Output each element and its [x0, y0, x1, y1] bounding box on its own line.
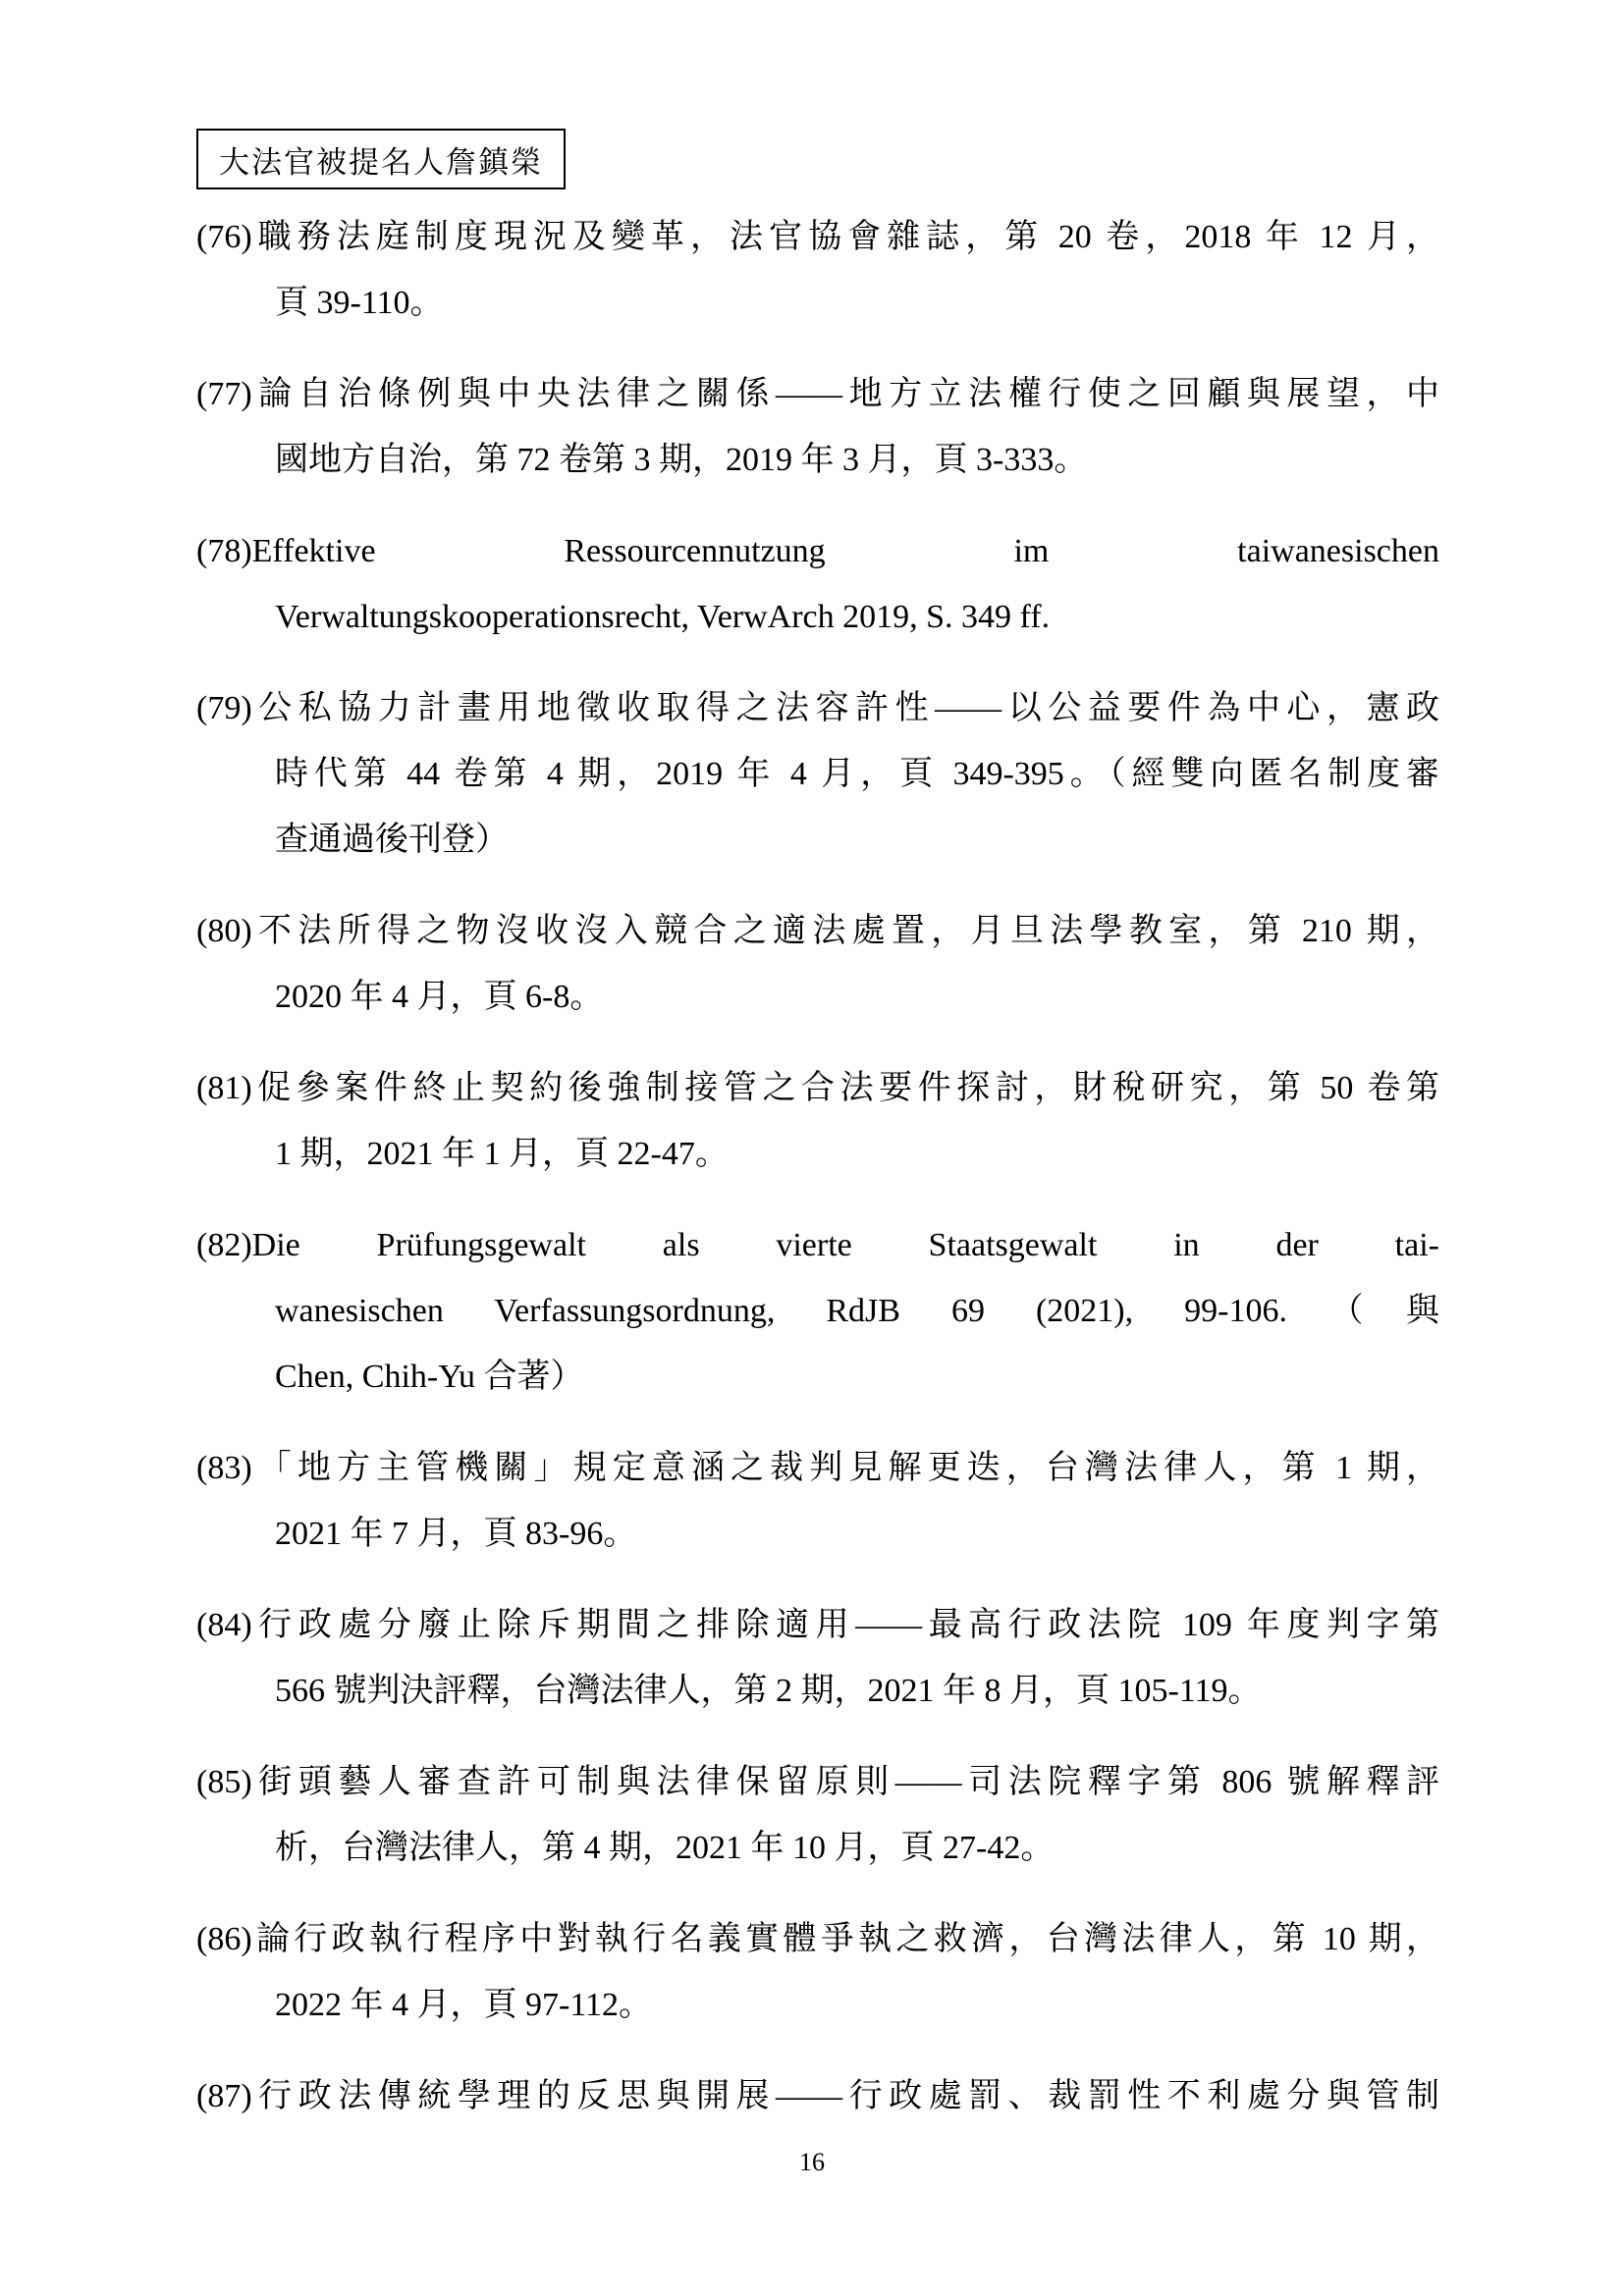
entry-number: (81) — [196, 1070, 252, 1106]
entry-line: 2022 年 4 月，頁 97-112。 — [275, 1987, 653, 2023]
publication-entry-77 — [196, 361, 1439, 493]
entry-line: 時代第 44 卷第 4 期，2019 年 4 月，頁 349-395。（經雙向匿名制度審 — [275, 756, 1439, 792]
publication-entry-82 — [196, 1212, 1439, 1410]
entry-number: (85) — [196, 1764, 252, 1800]
publication-list — [196, 204, 1439, 2155]
entry-number: (87) — [196, 2078, 252, 2114]
publication-entry-83 — [196, 1435, 1439, 1567]
entry-line: 566 號判決評釋，台灣法律人，第 2 期，2021 年 8 月，頁 105-119。 — [275, 1673, 1262, 1709]
entry-text: 街頭藝人審查許可制與法律保留原則——司法院釋字第 806 號解釋評 — [251, 1764, 1439, 1800]
entry-line: 查通過後刊登） — [275, 822, 509, 858]
entry-line — [196, 1435, 1439, 1501]
entry-number: (77) — [196, 376, 252, 412]
entry-line: wanesischen Verfassungsordnung, RdJB 69 (2021), 99-106.（與 — [275, 1293, 1439, 1329]
publication-entry-78 — [196, 518, 1439, 650]
entry-number: (79) — [196, 690, 252, 726]
entry-text: 「地方主管機關」規定意涵之裁判見解更迭，台灣法律人，第 1 期， — [251, 1450, 1439, 1486]
entry-line — [196, 1055, 1439, 1121]
entry-text: 公私協力計畫用地徵收取得之法容許性——以公益要件為中心，憲政 — [251, 690, 1439, 726]
entry-line: Verwaltungskooperationsrecht, VerwArch 2019, S. 349 ff. — [275, 599, 1051, 635]
publication-entry-79 — [196, 675, 1439, 873]
publication-entry-86 — [196, 1906, 1439, 2038]
entry-text: 論自治條例與中央法律之關係——地方立法權行使之回顧與展望，中 — [251, 376, 1439, 412]
entry-number: (82) — [196, 1227, 252, 1263]
publication-entry-81 — [196, 1055, 1439, 1187]
entry-text: 行政處分廢止除斥期間之排除適用——最高行政法院 109 年度判字第 — [251, 1607, 1439, 1643]
entry-number: (84) — [196, 1607, 252, 1643]
entry-number: (83) — [196, 1450, 252, 1486]
entry-line: 2021 年 7 月，頁 83-96。 — [275, 1516, 637, 1552]
entry-line — [196, 204, 1439, 270]
entry-line: 2020 年 4 月，頁 6-8。 — [275, 979, 604, 1015]
entry-text: 論行政執行程序中對執行名義實體爭執之救濟，台灣法律人，第 10 期， — [251, 1921, 1439, 1957]
entry-line: 國地方自治，第 72 卷第 3 期，2019 年 3 月，頁 3-333。 — [275, 442, 1088, 478]
entry-line — [196, 675, 1439, 741]
entry-number: (80) — [196, 913, 252, 949]
entry-line — [196, 1749, 1439, 1815]
entry-line: 析，台灣法律人，第 4 期，2021 年 10 月，頁 27-42。 — [275, 1830, 1055, 1866]
entry-text: 不法所得之物沒收沒入競合之適法處置，月旦法學教室，第 210 期， — [251, 913, 1439, 949]
entry-line: 頁 39-110。 — [275, 285, 444, 321]
entry-line — [196, 518, 1439, 584]
entry-line — [196, 1592, 1439, 1658]
nominee-header-box — [196, 129, 566, 189]
entry-line — [196, 898, 1439, 964]
entry-number: (78) — [196, 533, 252, 569]
entry-line: 1 期，2021 年 1 月，頁 22-47。 — [275, 1136, 729, 1172]
publication-entry-85 — [196, 1749, 1439, 1881]
entry-line — [196, 361, 1439, 427]
publication-entry-80 — [196, 898, 1439, 1030]
entry-text: Effektive Ressourcennutzung im taiwanesischen — [251, 533, 1439, 569]
entry-number: (86) — [196, 1921, 252, 1957]
entry-line — [196, 1212, 1439, 1278]
nominee-header-label: 大法官被提名人詹鎮榮 — [219, 144, 543, 180]
entry-text: 職務法庭制度現況及變革，法官協會雜誌，第 20 卷，2018 年 12 月， — [251, 219, 1439, 255]
publication-entry-87 — [196, 2063, 1439, 2129]
entry-line — [196, 2063, 1439, 2129]
publication-entry-76 — [196, 204, 1439, 336]
entry-number: (76) — [196, 219, 252, 255]
entry-text: 行政法傳統學理的反思與開展——行政處罰、裁罰性不利處分與管制 — [251, 2078, 1439, 2114]
entry-line: Chen, Chih-Yu 合著） — [275, 1359, 584, 1395]
entry-line — [196, 1906, 1439, 1972]
entry-text: Die Prüfungsgewalt als vierte Staatsgewalt in der tai- — [251, 1227, 1439, 1263]
page-number: 16 — [799, 2148, 825, 2176]
entry-text: 促參案件終止契約後強制接管之合法要件探討，財稅研究，第 50 卷第 — [251, 1070, 1439, 1106]
publication-entry-84 — [196, 1592, 1439, 1724]
